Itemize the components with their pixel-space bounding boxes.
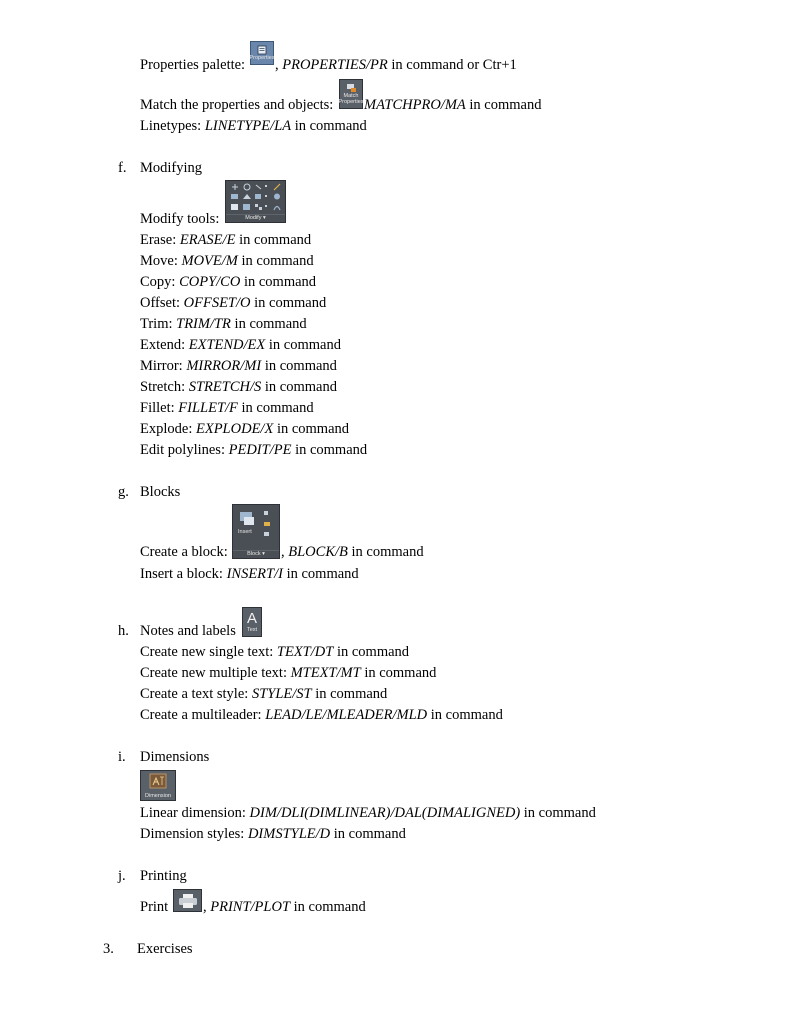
- command-line: [140, 643, 409, 661]
- command-line: [140, 378, 337, 396]
- command-tail: in command: [234, 316, 307, 332]
- command-line: [140, 399, 314, 417]
- properties-document-icon: [257, 45, 267, 55]
- command-name: COPY/CO: [179, 274, 241, 290]
- command-label: Create new single text:: [140, 644, 274, 660]
- command-line: [140, 825, 406, 843]
- create-block-sep: ,: [281, 544, 285, 560]
- command-line: [140, 706, 503, 724]
- command-label: Edit polylines:: [140, 442, 225, 458]
- command-line: [140, 273, 316, 291]
- linetypes-command: LINETYPE/LA: [204, 118, 292, 134]
- print-sep: ,: [203, 899, 207, 915]
- dimension-icon: [149, 773, 167, 789]
- match-properties-line: [140, 96, 333, 114]
- command-name: PEDIT/PE: [228, 442, 292, 458]
- create-block-tail: in command: [351, 544, 424, 560]
- section-title-blocks: Blocks: [140, 484, 181, 500]
- command-label: Create a text style:: [140, 686, 249, 702]
- command-tail: in command: [523, 805, 596, 821]
- command-label: Fillet:: [140, 400, 175, 416]
- command-tail: in command: [268, 337, 341, 353]
- properties-tail: in command or Ctr+1: [391, 57, 517, 73]
- command-line: [140, 231, 311, 249]
- linetypes-line: [140, 117, 367, 135]
- command-line: [140, 357, 337, 375]
- create-block-label: Create a block:: [140, 544, 228, 560]
- section-marker-i: i.: [118, 749, 126, 765]
- print-command-line: [203, 898, 366, 916]
- modify-tools-label: Modify tools:: [140, 211, 220, 227]
- command-label: Trim:: [140, 316, 173, 332]
- command-line: [140, 294, 326, 312]
- command-tail: in command: [276, 421, 350, 437]
- command-tail: in command: [264, 358, 337, 374]
- insert-block-tail: in command: [286, 566, 359, 582]
- section-title-printing: Printing: [140, 868, 187, 884]
- command-tail: in command: [264, 379, 337, 395]
- create-block-command-line: [281, 543, 424, 561]
- linetypes-label: Linetypes:: [140, 118, 202, 134]
- command-line: [140, 315, 307, 333]
- properties-command-line: [275, 56, 517, 74]
- command-tail: in command: [241, 253, 314, 269]
- block-panel-icon[interactable]: [232, 504, 280, 559]
- command-label: Create new multiple text:: [140, 665, 287, 681]
- command-line: [140, 441, 367, 459]
- command-name: TEXT/DT: [276, 644, 334, 660]
- command-tail: in command: [254, 295, 327, 311]
- command-label: Copy:: [140, 274, 176, 290]
- match-tail: in command: [469, 97, 542, 113]
- section-title-exercises: Exercises: [137, 941, 193, 957]
- print-command: PRINT/PLOT: [210, 899, 291, 915]
- create-block-line: [140, 543, 228, 561]
- command-name: LEAD/LE/MLEADER/MLD: [265, 707, 428, 723]
- command-tail: in command: [315, 686, 388, 702]
- command-line: [140, 420, 349, 438]
- command-name: OFFSET/O: [183, 295, 251, 311]
- command-label: Erase:: [140, 232, 177, 248]
- text-letter-icon: A: [246, 610, 257, 627]
- section-marker-j: j.: [118, 868, 126, 884]
- command-name: EXTEND/EX: [188, 337, 266, 353]
- insert-block-label: Insert a block:: [140, 566, 223, 582]
- command-name: TRIM/TR: [176, 316, 231, 332]
- command-label: Explode:: [140, 421, 193, 437]
- properties-label: Properties palette:: [140, 57, 246, 73]
- match-icon-caption-2: Properties: [338, 99, 364, 105]
- dimension-tool-icon[interactable]: [140, 770, 176, 801]
- command-line: [140, 664, 436, 682]
- command-name: DIM/DLI(DIMLINEAR)/DAL(DIMALIGNED): [249, 805, 521, 821]
- command-tail: in command: [336, 644, 410, 660]
- command-line: [140, 685, 387, 703]
- command-label: Dimension styles:: [140, 826, 245, 842]
- printer-icon: [178, 893, 198, 909]
- match-icon-caption-1: Match: [343, 93, 359, 99]
- linetypes-tail: in command: [294, 118, 367, 134]
- text-icon-caption: Text: [246, 627, 258, 633]
- block-icon-caption-top: Insert: [238, 529, 252, 535]
- command-label: Move:: [140, 253, 178, 269]
- command-label: Offset:: [140, 295, 181, 311]
- command-tail: in command: [241, 400, 314, 416]
- print-icon[interactable]: [173, 889, 202, 912]
- section-title-modifying: Modifying: [140, 160, 203, 176]
- properties-line: [140, 56, 245, 74]
- command-name: DIMSTYLE/D: [247, 826, 331, 842]
- insert-block-command: INSERT/I: [226, 566, 283, 582]
- command-name: FILLET/F: [178, 400, 238, 416]
- command-name: MTEXT/MT: [290, 665, 361, 681]
- command-line: [140, 252, 314, 270]
- create-block-command: BLOCK/B: [288, 544, 348, 560]
- command-line: [140, 804, 596, 822]
- command-tail: in command: [364, 665, 437, 681]
- command-tail: in command: [295, 442, 368, 458]
- modify-icon-caption: Modify ▾: [226, 214, 285, 221]
- command-name: STRETCH/S: [188, 379, 262, 395]
- command-name: STYLE/ST: [251, 686, 312, 702]
- print-tail: in command: [293, 899, 366, 915]
- print-label: Print: [140, 899, 169, 915]
- command-name: EXPLODE/X: [195, 421, 274, 437]
- block-icon-caption-bottom: Block ▾: [233, 550, 279, 557]
- modify-tools-icon[interactable]: [225, 180, 286, 223]
- insert-block-icon: [235, 508, 277, 540]
- command-label: Extend:: [140, 337, 186, 353]
- command-label: Create a multileader:: [140, 707, 262, 723]
- command-name: ERASE/E: [179, 232, 236, 248]
- command-label: Linear dimension:: [140, 805, 246, 821]
- paintbrush-icon: [345, 83, 357, 93]
- command-label: Stretch:: [140, 379, 186, 395]
- match-command: MATCHPRO/MA: [364, 97, 466, 113]
- section-marker-g: g.: [118, 484, 129, 500]
- text-tool-icon[interactable]: [242, 607, 262, 637]
- match-command-line: [364, 96, 541, 114]
- section-title-dimensions: Dimensions: [140, 749, 210, 765]
- command-line: [140, 336, 341, 354]
- command-name: MIRROR/MI: [186, 358, 262, 374]
- section-marker-h: h.: [118, 623, 129, 639]
- section-marker-f: f.: [118, 160, 127, 176]
- command-tail: in command: [243, 274, 317, 290]
- command-label: Mirror:: [140, 358, 183, 374]
- match-label: Match the properties and objects:: [140, 97, 334, 113]
- properties-palette-icon[interactable]: [250, 41, 274, 65]
- insert-block-line: [140, 565, 359, 583]
- match-properties-icon[interactable]: [339, 79, 363, 109]
- modify-panel-icons: [229, 183, 283, 213]
- command-tail: in command: [333, 826, 406, 842]
- command-tail: in command: [239, 232, 312, 248]
- properties-icon-caption: Properties: [249, 55, 275, 61]
- section-number-3: 3.: [103, 941, 114, 957]
- command-tail: in command: [430, 707, 503, 723]
- section-title-notes: Notes and labels: [140, 623, 236, 639]
- command-name: MOVE/M: [181, 253, 238, 269]
- properties-command: PROPERTIES/PR: [282, 57, 388, 73]
- properties-sep: ,: [275, 57, 279, 73]
- dimension-icon-caption: Dimension: [145, 793, 171, 799]
